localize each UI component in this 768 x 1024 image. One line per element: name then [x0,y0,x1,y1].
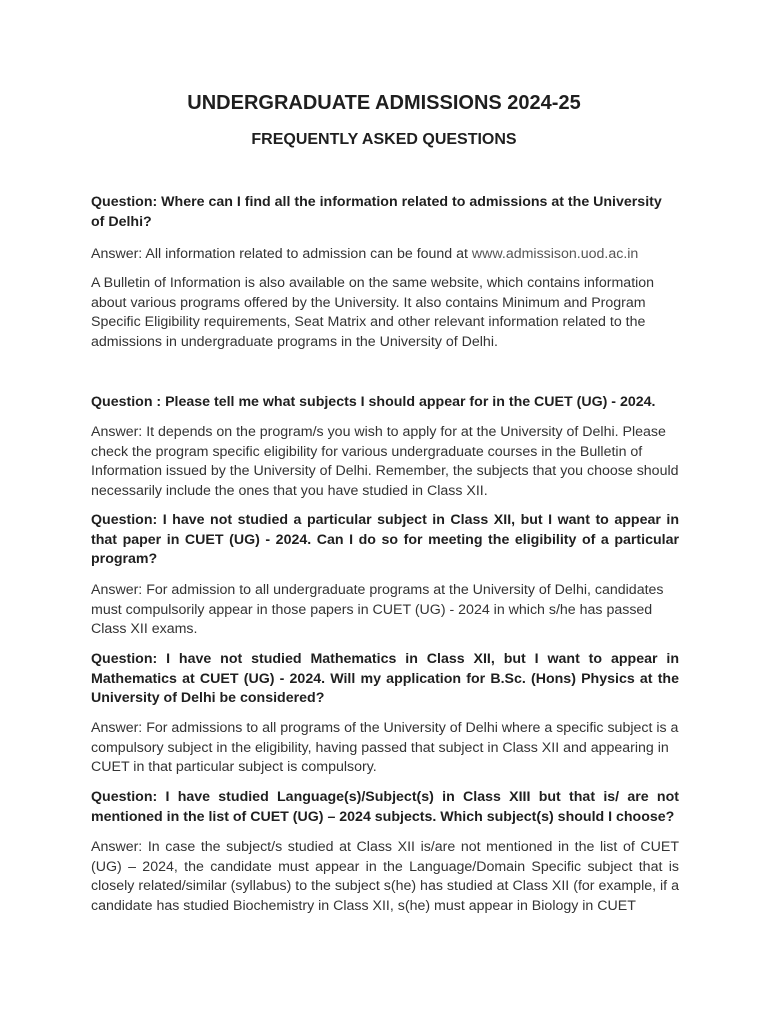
faq-answer-1-extra: A Bulletin of Information is also available on the same website, which contains information about various programs offered by the University. It also contains Minimum and Program Specific Eligibility requirements, Seat Matrix and other relevant information related to the admissions in undergraduate programs in the University of Delhi. [91,275,655,350]
faq-question-5: Question: I have studied Language(s)/Subject(s) in Class XIII but that is/ are not mentioned in the list of CUET (UG) – 2024 subjects. Which subject(s) should I choose? [91,789,679,825]
faq-answer-1 [91,245,679,265]
admissions-website-link[interactable]: www.admissison.uod.ac.in [471,246,639,262]
faq-answer-3: Answer: For admission to all undergraduate programs at the University of Delhi, candidates must compulsorily appear in those papers in CUET (UG) - 2024 in which s/he has passed Class XII exams. [91,582,664,637]
faq-answer-2: Answer: It depends on the program/s you wish to apply for at the University of Delhi. Please check the program specific eligibility for various undergraduate courses in the Bulletin of Information issued by the University of Delhi. Remember, the subjects that you choose should necessarily include the ones that you have studied in Class XII. [91,424,679,499]
document-subtitle: FREQUENTLY ASKED QUESTIONS [251,131,517,148]
faq-answer-4: Answer: For admissions to all programs of the University of Delhi where a specific subject is a compulsory subject in the eligibility, having passed that subject in Class XII and appearing in CUET in that particular subject is compulsory. [91,720,679,775]
faq-question-1: Question: Where can I find all the information related to admissions at the University of Delhi? [91,194,662,230]
document-title: UNDERGRADUATE ADMISSIONS 2024-25 [187,92,581,114]
faq-question-3: Question: I have not studied a particular subject in Class XII, but I want to appear in that paper in CUET (UG) - 2024. Can I do so for meeting the eligibility of a particular program? [91,512,679,567]
faq-question-4: Question: I have not studied Mathematics in Class XII, but I want to appear in Mathematics at CUET (UG) - 2024. Will my application for B.Sc. (Hons) Physics at the University of Delhi be considered? [91,651,679,706]
faq-answer-1-text: Answer: All information related to admission can be found at [91,246,472,262]
faq-question-2: Question : Please tell me what subjects I should appear for in the CUET (UG) - 2024. [91,394,656,410]
faq-answer-5: Answer: In case the subject/s studied at Class XII is/are not mentioned in the list of CUET (UG) – 2024, the candidate must appear in the Language/Domain Specific subject that is closely related/similar (syllabus) to the subject s(he) has studied at Class XII (for example, if a candidate has studied Biochemistry in Class XII, s(he) must appear in Biology in CUET [91,839,679,914]
